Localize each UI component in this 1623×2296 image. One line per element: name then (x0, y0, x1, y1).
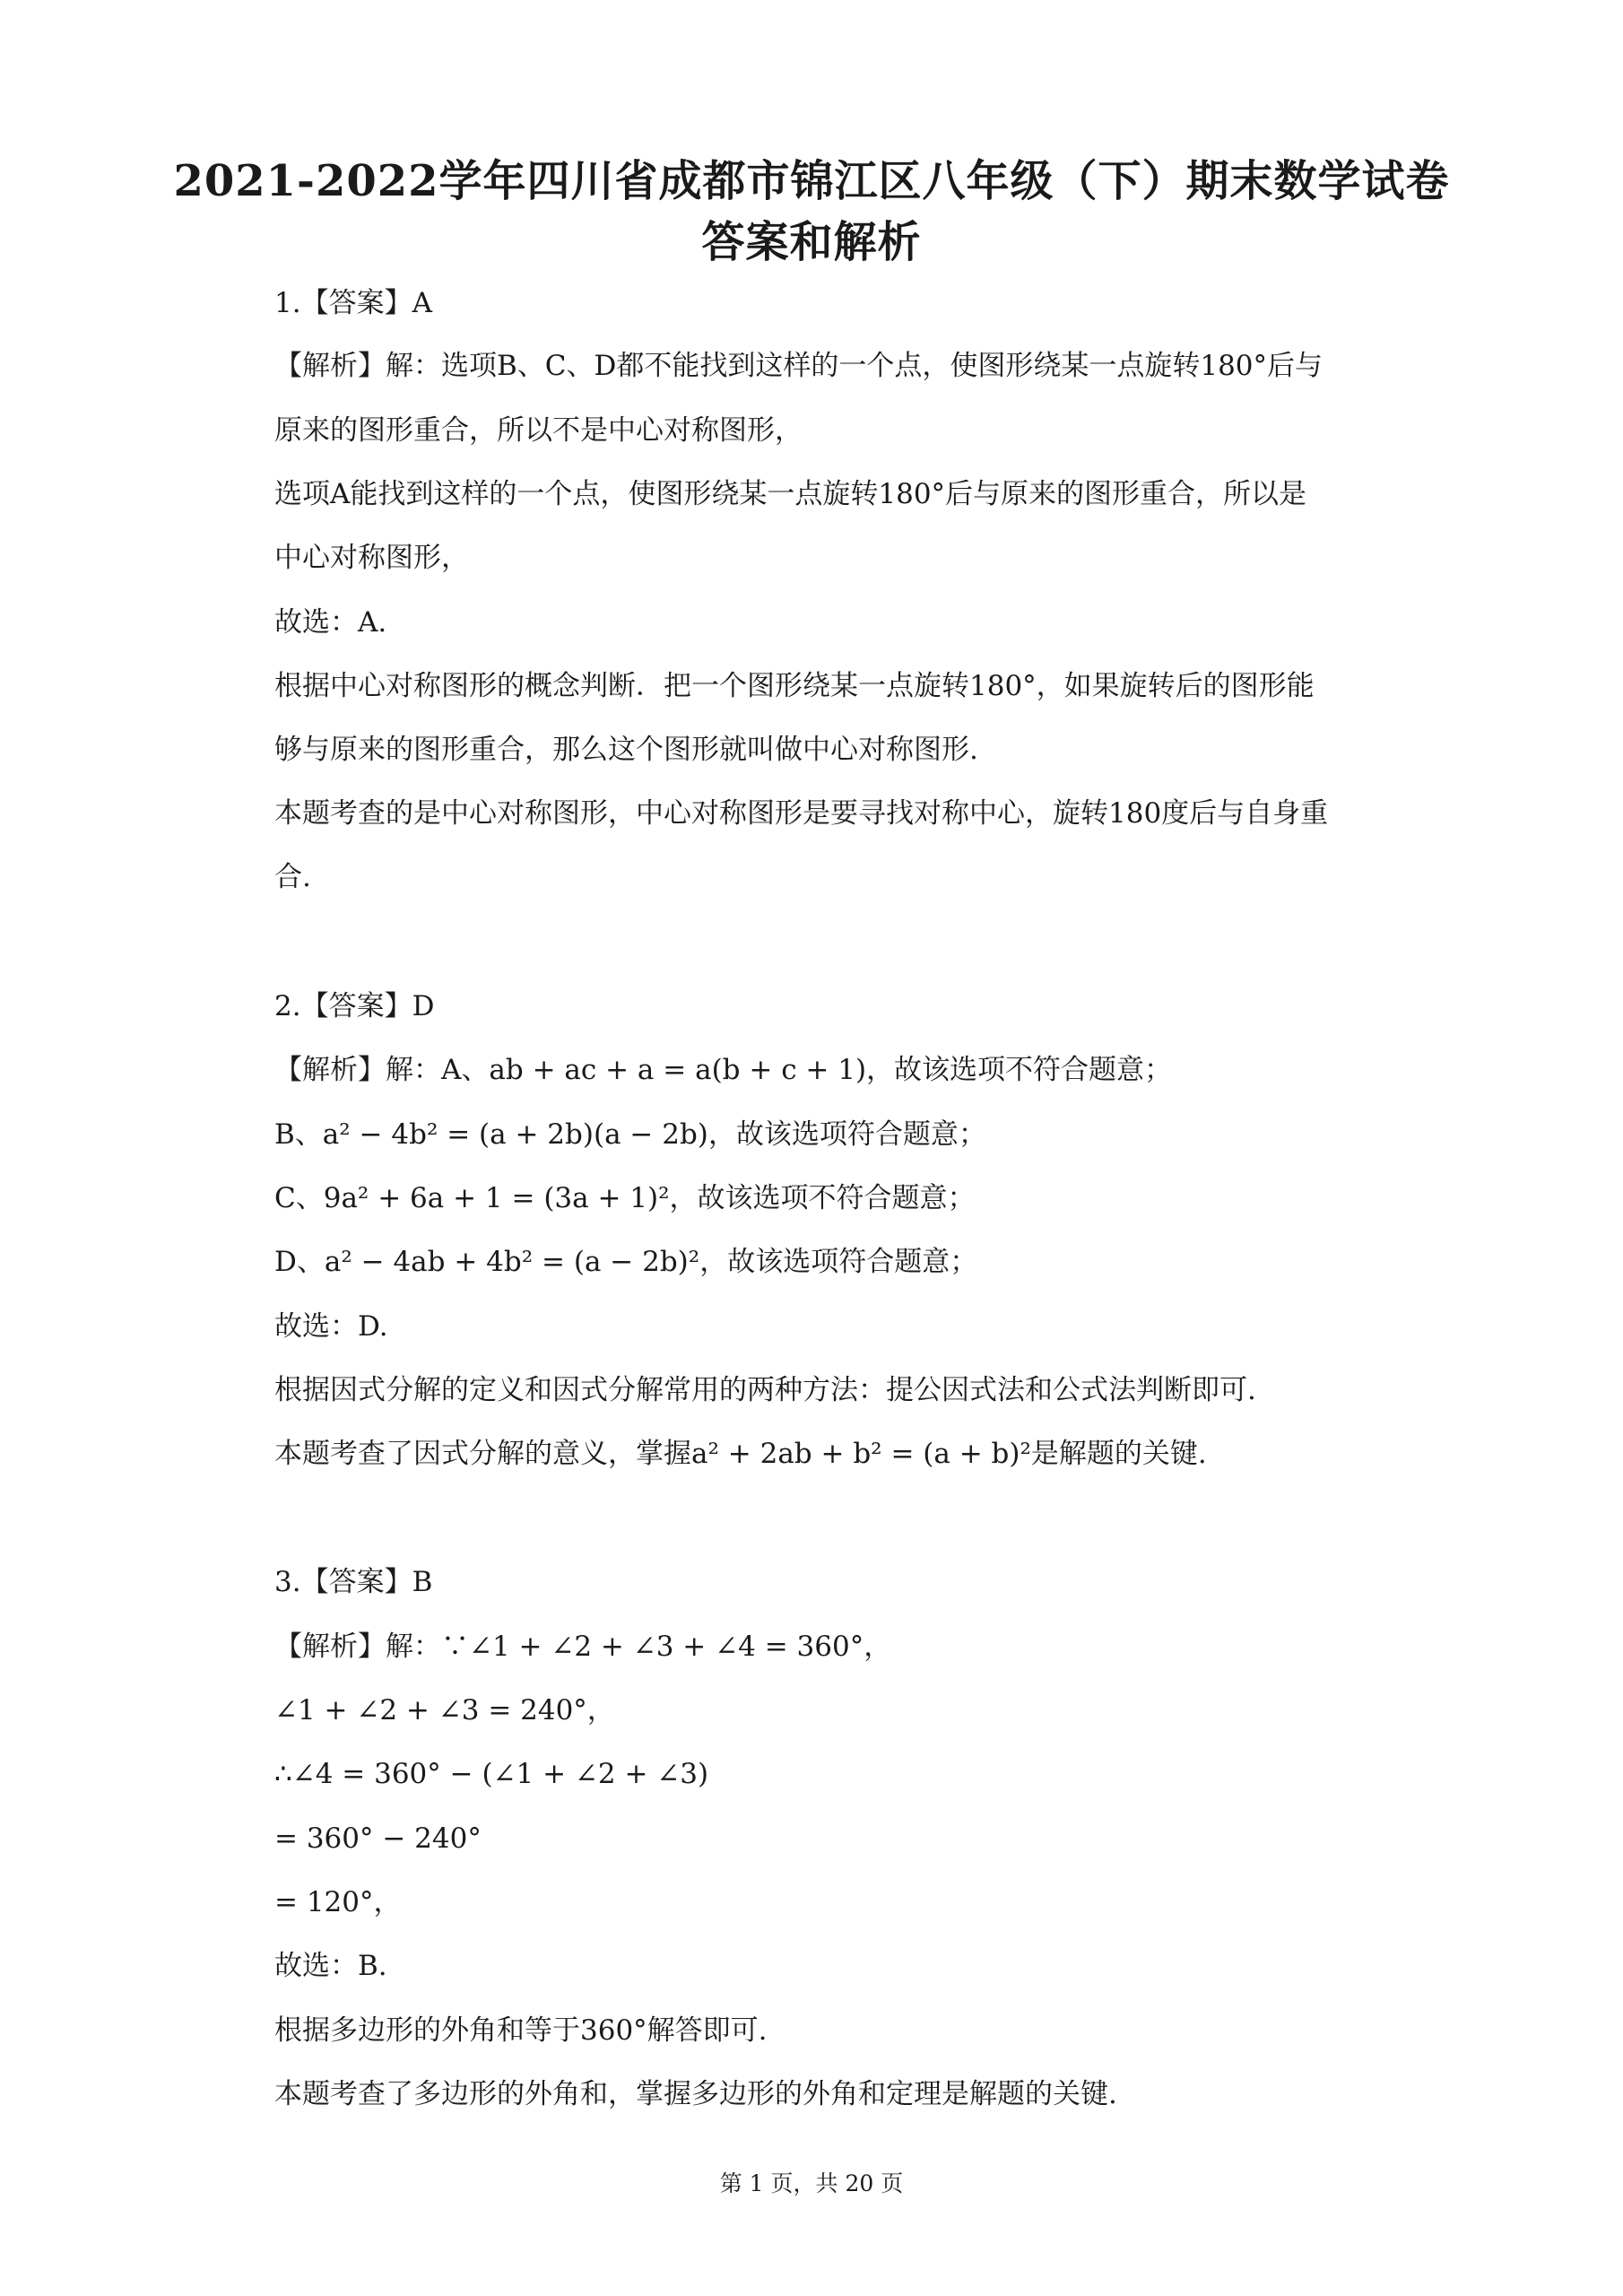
q3-analysis-line: ∠1 + ∠2 + ∠3 = 240°， (274, 1694, 615, 1726)
q1-analysis-line: 【解析】解：选项B、C、D都不能找到这样的一个点，使图形绕某一点旋转180°后与 (274, 350, 1324, 382)
q3-analysis-line: 根据多边形的外角和等于360°解答即可. (274, 2014, 768, 2047)
q2-analysis-line: 根据因式分解的定义和因式分解常用的两种方法：提公因式法和公式法判断即可. (274, 1374, 1256, 1406)
q1-analysis-line: 合. (274, 861, 311, 893)
q1-analysis-line: 根据中心对称图形的概念判断．把一个图形绕某一点旋转180°，如果旋转后的图形能 (274, 670, 1315, 702)
q3-analysis-line: ∴∠4 = 360° − (∠1 + ∠2 + ∠3) (274, 1758, 709, 1790)
q1-analysis-line: 原来的图形重合，所以不是中心对称图形， (274, 414, 803, 447)
q3-analysis-line: 本题考查了多边形的外角和，掌握多边形的外角和定理是解题的关键. (274, 2078, 1117, 2110)
q2-analysis-line: B、a² − 4b² = (a + 2b)(a − 2b)，故该选项符合题意； (274, 1118, 986, 1151)
document-title: 2021-2022学年四川省成都市锦江区八年级（下）期末数学试卷 (173, 156, 1450, 206)
q2-analysis-line: 故选：D. (274, 1310, 388, 1343)
q2-answer: 2.【答案】D (274, 990, 435, 1022)
q1-analysis-line: 故选：A. (274, 606, 387, 639)
q1-analysis-line: 中心对称图形， (274, 542, 469, 574)
q3-analysis-line: 【解析】解：∵∠1 + ∠2 + ∠3 + ∠4 = 360°， (274, 1631, 892, 1663)
q3-analysis-line: = 120°， (274, 1886, 402, 1918)
q1-analysis-line: 够与原来的图形重合，那么这个图形就叫做中心对称图形. (274, 734, 978, 766)
q2-analysis-line: C、9a² + 6a + 1 = (3a + 1)²，故该选项不符合题意； (274, 1182, 976, 1214)
q1-answer: 1.【答案】A (274, 287, 432, 319)
q1-analysis-line: 本题考查的是中心对称图形，中心对称图形是要寻找对称中心，旋转180度后与自身重 (274, 797, 1329, 830)
q2-analysis-line: D、a² − 4ab + 4b² = (a − 2b)²，故该选项符合题意； (274, 1246, 978, 1278)
q1-analysis-line: 选项A能找到这样的一个点，使图形绕某一点旋转180°后与原来的图形重合，所以是 (274, 478, 1307, 510)
q2-analysis-line: 【解析】解：A、ab + ac + a = a(b + c + 1)，故该选项不符合题意； (274, 1054, 1173, 1086)
document-subtitle: 答案和解析 (701, 217, 922, 267)
q3-analysis-line: = 360° − 240° (274, 1822, 482, 1855)
q2-analysis-line: 本题考查了因式分解的意义，掌握a² + 2ab + b² = (a + b)²是解题的关键. (274, 1438, 1207, 1470)
page-footer: 第 1 页，共 20 页 (719, 2170, 904, 2196)
q3-answer: 3.【答案】B (274, 1566, 433, 1598)
q3-analysis-line: 故选：B. (274, 1950, 387, 1982)
